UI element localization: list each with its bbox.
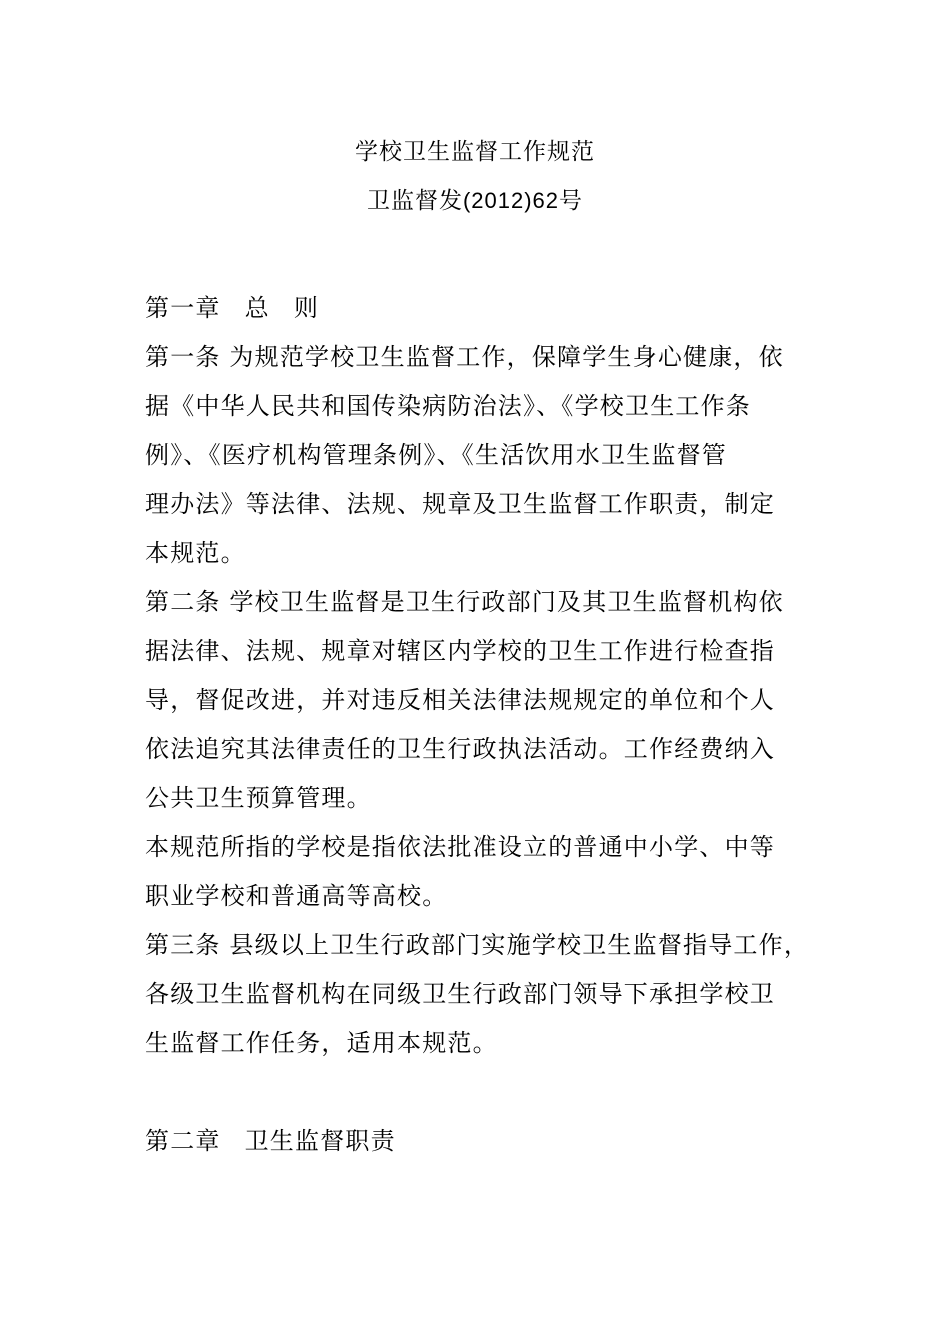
document-title: 学校卫生监督工作规范	[355, 139, 595, 165]
text-line: 职业学校和普通高等高校。	[145, 882, 448, 910]
text-line: 据《中华人民共和国传染病防治法》、《学校卫生工作条	[145, 392, 751, 420]
text-line: 第一条 为规范学校卫生监督工作，保障学生身心健康，依	[145, 343, 784, 371]
text-line: 各级卫生监督机构在同级卫生行政部门领导下承担学校卫	[145, 980, 775, 1008]
chapter-heading-1	[145, 284, 835, 333]
text-line: 理办法》等法律、法规、规章及卫生监督工作职责，制定	[145, 490, 775, 518]
text-line: 第二条 学校卫生监督是卫生行政部门及其卫生监督机构依	[145, 588, 784, 616]
chapter-1-word-1: 总	[244, 294, 270, 322]
text-line: 据法律、法规、规章对辖区内学校的卫生工作进行检查指	[145, 637, 775, 665]
document-number-suffix: 号	[559, 188, 584, 214]
text-line: 本规范。	[145, 539, 246, 567]
text-line: 本规范所指的学校是指依法批准设立的普通中小学、中等	[145, 833, 775, 861]
document-body	[145, 284, 835, 1166]
chapter-2-title: 卫生监督职责	[244, 1127, 396, 1155]
document-number-value: (2012)62	[462, 188, 560, 213]
text-line: 第三条 县级以上卫生行政部门实施学校卫生监督指导工作，	[145, 931, 810, 959]
text-line: 导，督促改进，并对违反相关法律法规规定的单位和个人	[145, 686, 775, 714]
text-line: 依法追究其法律责任的卫生行政执法活动。工作经费纳入	[145, 735, 775, 763]
document-number	[0, 186, 950, 216]
text-line: 例》、《医疗机构管理条例》、《生活饮用水卫生监督管	[145, 441, 727, 469]
chapter-1-word-2: 则	[293, 294, 320, 322]
document-number-prefix: 卫监督发	[366, 188, 463, 214]
chapter-1-label: 第一章	[145, 294, 221, 322]
chapter-2-label: 第二章	[145, 1127, 221, 1155]
text-line: 生监督工作任务，适用本规范。	[145, 1029, 498, 1057]
text-line: 公共卫生预算管理。	[145, 784, 372, 812]
chapter-heading-2	[145, 1117, 835, 1166]
